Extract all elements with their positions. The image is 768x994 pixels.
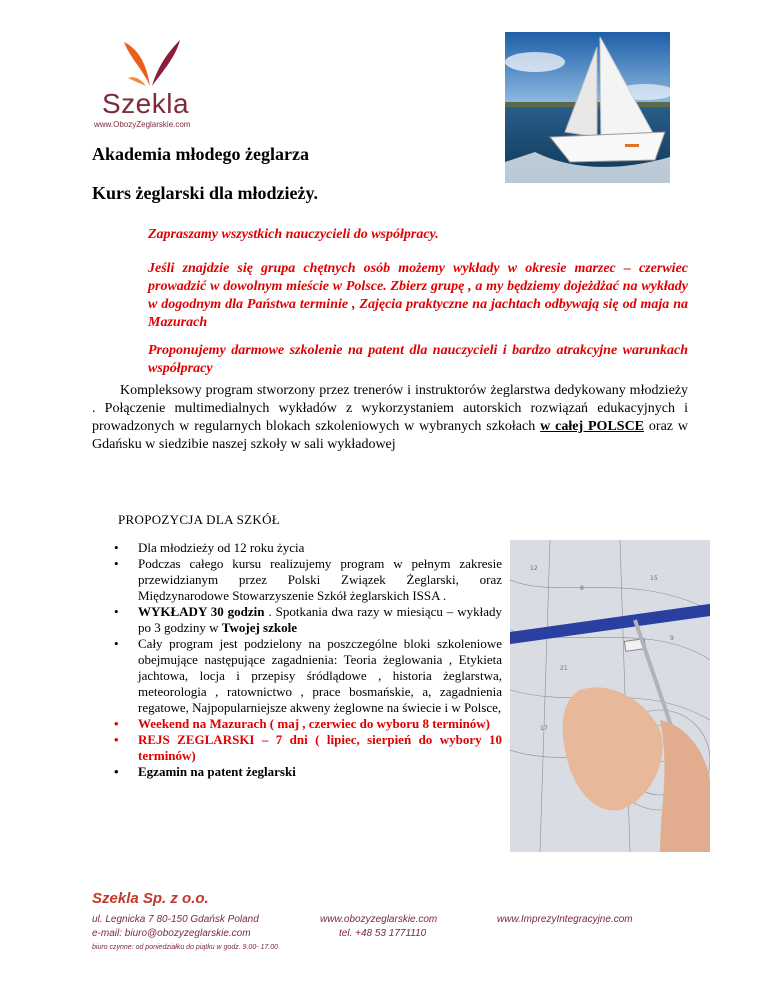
group-offer-paragraph: Jeśli znajdzie się grupa chętnych osób możemy wykłady w okresie marzec – czerwiec prowadzić w dowolnym mieście w Polsce. Zbierz grupę , a my będziemy dojeżdżać na wykłady w dogodnym dla Państwa terminie , Zajęcia praktyczne na jachtach odbywają się od maja na Mazurach — [148, 261, 688, 330]
intro-tail: oraz w Gdańsku w siedzibie naszej szkoły w sali wykładowej — [92, 419, 689, 452]
list-item: • Podczas całego kursu realizujemy program w pełnym zakresie przewidzianym przez Polski Związek Żeglarski, oraz Międzynarodowe Stowarzyszenie Szkół żeglarskich ISSA . — [112, 556, 502, 604]
invitation-paragraph: Zapraszamy wszystkich nauczycieli do współpracy. — [148, 227, 439, 242]
proposal-heading: PROPOZYCJA DLA SZKÓŁ — [118, 512, 281, 527]
company-logo — [92, 38, 222, 138]
svg-text:21: 21 — [560, 665, 568, 672]
svg-text:17: 17 — [540, 725, 548, 732]
intro-paragraph — [92, 382, 688, 454]
svg-text:9: 9 — [670, 635, 674, 642]
footer-email[interactable]: e-mail: biuro@obozyzeglarskie.com — [92, 928, 251, 939]
footer-address: ul. Legnicka 7 80-150 Gdańsk Poland — [92, 914, 259, 925]
footer-hours: biuro czynne: od poniedziałku do piątku w godz. 9.00- 17.00 — [92, 944, 279, 951]
footer-website2-link[interactable]: www.ImprezyIntegracyjne.com — [497, 914, 633, 925]
svg-text:8: 8 — [580, 585, 584, 592]
nautical-chart-photo — [510, 540, 710, 852]
list-item: • WYKŁADY 30 godzin . Spotkania dwa razy w miesiącu – wykłady po 3 godziny w Twojej szkole — [112, 604, 502, 636]
list-item: • Egzamin na patent żeglarski — [112, 764, 502, 780]
list-item: • Weekend na Mazurach ( maj , czerwiec do wyboru 8 terminów) — [112, 716, 502, 732]
page-title: Akademia młodego żeglarza — [92, 144, 309, 164]
list-item: • REJS ZEGLARSKI – 7 dni ( lipiec, sierpień do wybory 10 terminów) — [112, 732, 502, 764]
butterfly-logo-icon — [122, 38, 182, 88]
page-subtitle: Kurs żeglarski dla młodzieży. — [92, 183, 318, 203]
sailboat-photo — [505, 32, 670, 183]
logo-url: www.ObozyZeglarskie.com — [94, 120, 191, 129]
intro-underlined: w całej POLSCE — [540, 419, 645, 434]
logo-name: Szekla — [102, 88, 190, 119]
intro-text: Kompleksowy program stworzony przez trenerów i instruktorów żeglarstwa dedykowany młodzieży . Połączenie multimedialnych wykładów z wykorzystaniem autorskich rozwiązań edukacyjnych i prowadzonych w regularnych blokach szkoleniowych w wybranych szkołach — [92, 383, 688, 434]
footer-company: Szekla Sp. z o.o. — [92, 890, 209, 907]
list-item: • Dla młodzieży od 12 roku życia — [112, 540, 502, 556]
footer-phone: tel. +48 53 1771110 — [339, 928, 427, 939]
svg-text:12: 12 — [530, 565, 538, 572]
svg-text:15: 15 — [650, 575, 658, 582]
free-training-paragraph: Proponujemy darmowe szkolenie na patent dla nauczycieli i bardzo atrakcyjne warunkach współpracy — [148, 343, 688, 376]
list-item: • Cały program jest podzielony na poszczególne bloki szkoleniowe obejmujące następujące zagadnienia: Teoria żeglowania , Etykieta jachtowa, locja i przepisy śródlądowe , historia żeglarstwa, meteorologia , ratownictwo , prace bosmańskie, a, zagadnienia regatowe, Najpopularniejsze akweny żeglowne na świecie i w Polsce, — [112, 636, 502, 716]
footer-website-link[interactable]: www.obozyzeglarskie.com — [320, 914, 438, 925]
proposal-list — [112, 540, 502, 780]
